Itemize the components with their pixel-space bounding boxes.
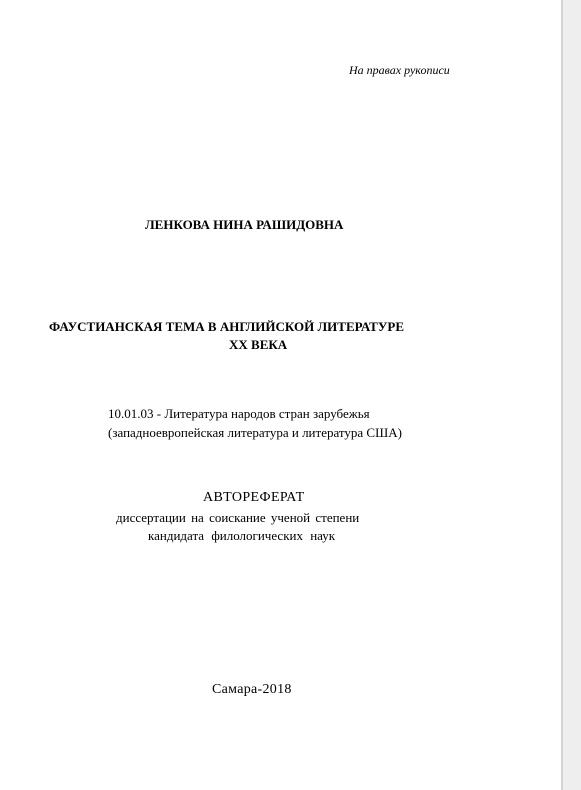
author-name: ЛЕНКОВА НИНА РАШИДОВНА [145, 217, 344, 232]
specialty-code-line: 10.01.03 - Литература народов стран зарубежья [108, 406, 370, 421]
dissertation-title-line-1: ФАУСТИАНСКАЯ ТЕМА В АНГЛИЙСКОЙ ЛИТЕРАТУРЕ [49, 319, 404, 334]
dissertation-title-line-2: XX ВЕКА [229, 337, 288, 352]
degree-purpose-line-2: кандидата филологических наук [148, 528, 336, 543]
place-and-year: Самара-2018 [212, 682, 292, 697]
viewer-background [563, 0, 581, 790]
specialty-detail-line: (западноевропейская литература и литература США) [108, 425, 402, 440]
manuscript-rights-stamp: На правах рукописи [349, 63, 450, 77]
document-type-heading: АВТОРЕФЕРАТ [203, 490, 305, 505]
degree-purpose-line-1: диссертации на соискание ученой степени [116, 510, 360, 525]
